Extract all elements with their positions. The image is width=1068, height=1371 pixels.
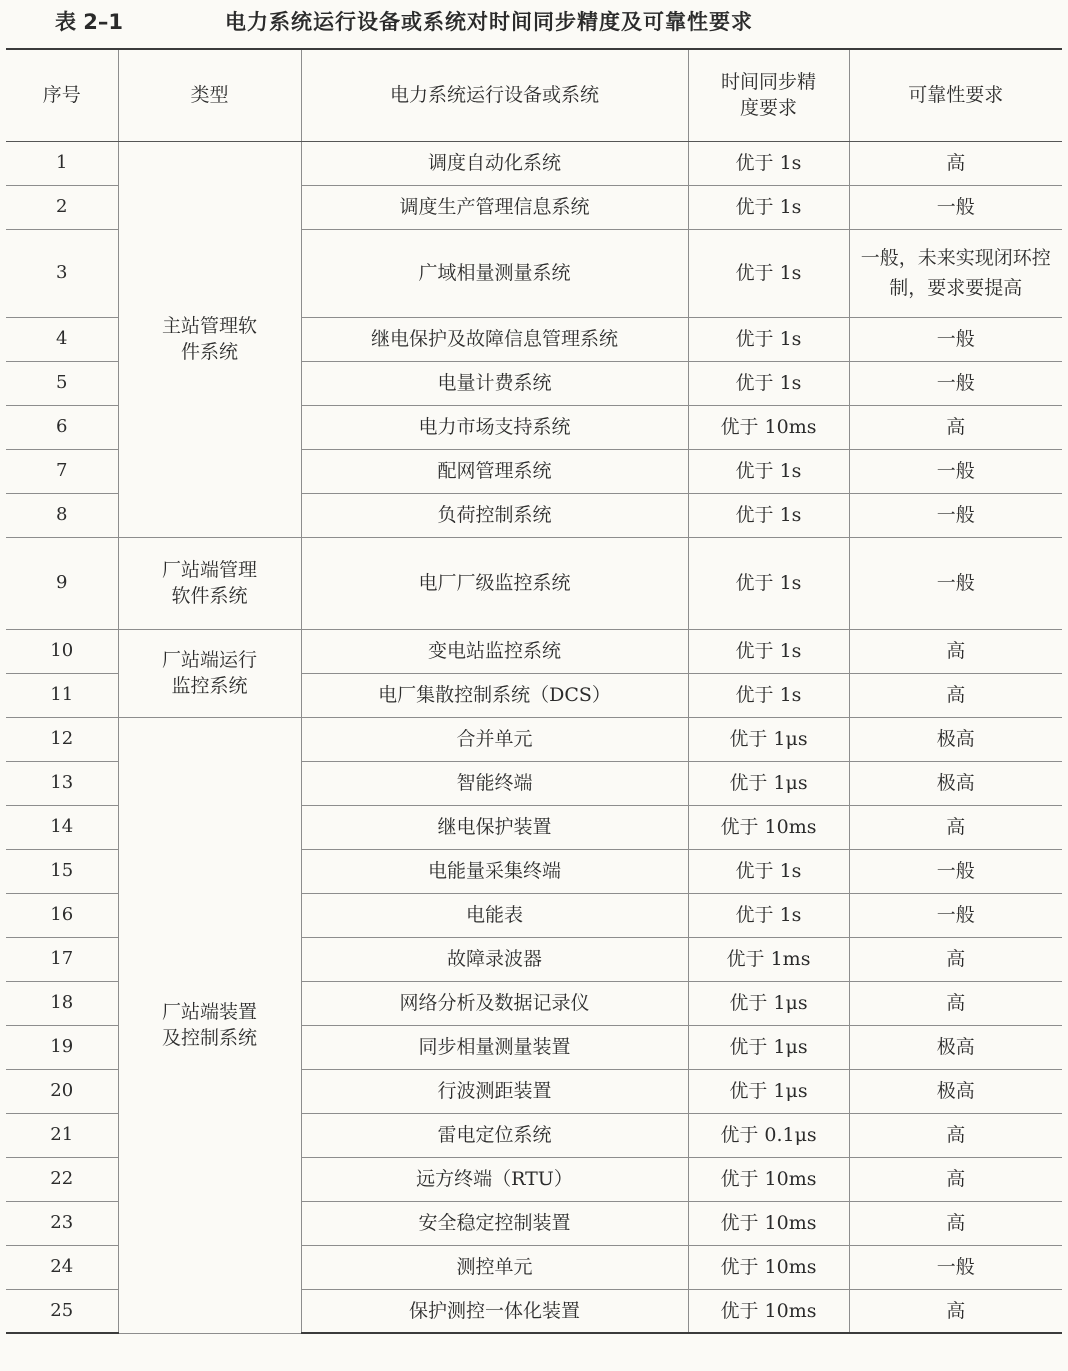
reliability-cell: 一般，未来实现闭环控制，要求要提高: [849, 229, 1062, 317]
system-cell: 调度自动化系统: [301, 141, 688, 185]
row-index: 16: [6, 893, 118, 937]
accuracy-cell: 优于 1μs: [688, 717, 849, 761]
accuracy-cell: 优于 10ms: [688, 405, 849, 449]
header-category: 类型: [118, 49, 301, 141]
accuracy-cell: 优于 1s: [688, 141, 849, 185]
system-cell: 广域相量测量系统: [301, 229, 688, 317]
row-index: 14: [6, 805, 118, 849]
table-number: 表 2–1: [55, 10, 124, 34]
row-index: 22: [6, 1157, 118, 1201]
system-cell: 电量计费系统: [301, 361, 688, 405]
accuracy-cell: 优于 1s: [688, 849, 849, 893]
table-caption: [55, 2, 753, 42]
reliability-cell: 一般: [849, 1245, 1062, 1289]
reliability-cell: 极高: [849, 761, 1062, 805]
row-index: 24: [6, 1245, 118, 1289]
accuracy-cell: 优于 1s: [688, 229, 849, 317]
reliability-cell: 极高: [849, 1069, 1062, 1113]
row-index: 3: [6, 229, 118, 317]
reliability-cell: 一般: [849, 317, 1062, 361]
reliability-cell: 高: [849, 629, 1062, 673]
reliability-cell: 高: [849, 1201, 1062, 1245]
system-cell: 智能终端: [301, 761, 688, 805]
system-cell: 雷电定位系统: [301, 1113, 688, 1157]
row-index: 1: [6, 141, 118, 185]
reliability-cell: 一般: [849, 449, 1062, 493]
system-cell: 网络分析及数据记录仪: [301, 981, 688, 1025]
row-index: 12: [6, 717, 118, 761]
category-label: 厂站端运行监控系统: [161, 649, 257, 697]
category-label: 厂站端装置及控制系统: [161, 1001, 257, 1049]
row-index: 5: [6, 361, 118, 405]
reliability-cell: 高: [849, 1113, 1062, 1157]
reliability-cell: 高: [849, 981, 1062, 1025]
reliability-cell: 一般: [849, 493, 1062, 537]
category-label: 主站管理软件系统: [161, 315, 257, 363]
system-cell: 电厂集散控制系统（DCS）: [301, 673, 688, 717]
row-index: 7: [6, 449, 118, 493]
header-accuracy: [688, 49, 849, 141]
system-cell: 变电站监控系统: [301, 629, 688, 673]
reliability-cell: 高: [849, 805, 1062, 849]
table-row: [6, 629, 1062, 673]
accuracy-cell: 优于 1ms: [688, 937, 849, 981]
accuracy-cell: 优于 1s: [688, 449, 849, 493]
reliability-cell: 高: [849, 937, 1062, 981]
row-index: 20: [6, 1069, 118, 1113]
row-index: 18: [6, 981, 118, 1025]
reliability-cell: 一般: [849, 185, 1062, 229]
system-cell: 电能量采集终端: [301, 849, 688, 893]
table-title: 电力系统运行设备或系统对时间同步精度及可靠性要求: [225, 10, 753, 34]
header-reliability: 可靠性要求: [849, 49, 1062, 141]
category-cell: [118, 717, 301, 1333]
accuracy-cell: 优于 0.1μs: [688, 1113, 849, 1157]
row-index: 11: [6, 673, 118, 717]
system-cell: 电力市场支持系统: [301, 405, 688, 449]
system-cell: 测控单元: [301, 1245, 688, 1289]
accuracy-cell: 优于 1s: [688, 893, 849, 937]
header-row: [6, 49, 1062, 141]
row-index: 21: [6, 1113, 118, 1157]
row-index: 25: [6, 1289, 118, 1333]
reliability-cell: 极高: [849, 1025, 1062, 1069]
row-index: 19: [6, 1025, 118, 1069]
reliability-cell: 一般: [849, 849, 1062, 893]
accuracy-cell: 优于 10ms: [688, 805, 849, 849]
category-cell: [118, 141, 301, 537]
accuracy-cell: 优于 10ms: [688, 1157, 849, 1201]
accuracy-cell: 优于 1s: [688, 629, 849, 673]
accuracy-cell: 优于 1s: [688, 185, 849, 229]
accuracy-cell: 优于 1μs: [688, 1069, 849, 1113]
system-cell: 合并单元: [301, 717, 688, 761]
system-cell: 远方终端（RTU）: [301, 1157, 688, 1201]
reliability-cell: 极高: [849, 717, 1062, 761]
header-accuracy-text: 时间同步精度要求: [720, 71, 816, 120]
system-cell: 负荷控制系统: [301, 493, 688, 537]
row-index: 4: [6, 317, 118, 361]
system-cell: 继电保护装置: [301, 805, 688, 849]
accuracy-cell: 优于 1s: [688, 673, 849, 717]
table-row: [6, 537, 1062, 629]
table-row: [6, 717, 1062, 761]
reliability-cell: 高: [849, 1289, 1062, 1333]
row-index: 2: [6, 185, 118, 229]
reliability-cell: 一般: [849, 537, 1062, 629]
system-cell: 配网管理系统: [301, 449, 688, 493]
accuracy-cell: 优于 1μs: [688, 1025, 849, 1069]
reliability-cell: 高: [849, 405, 1062, 449]
row-index: 6: [6, 405, 118, 449]
row-index: 23: [6, 1201, 118, 1245]
category-cell: [118, 537, 301, 629]
category-cell: [118, 629, 301, 717]
accuracy-cell: 优于 1s: [688, 493, 849, 537]
row-index: 17: [6, 937, 118, 981]
accuracy-cell: 优于 10ms: [688, 1289, 849, 1333]
accuracy-cell: 优于 1s: [688, 361, 849, 405]
system-cell: 继电保护及故障信息管理系统: [301, 317, 688, 361]
header-index: 序号: [6, 49, 118, 141]
system-cell: 行波测距装置: [301, 1069, 688, 1113]
system-cell: 同步相量测量装置: [301, 1025, 688, 1069]
category-label: 厂站端管理软件系统: [161, 559, 257, 607]
reliability-cell: 高: [849, 141, 1062, 185]
reliability-cell: 一般: [849, 893, 1062, 937]
accuracy-cell: 优于 10ms: [688, 1245, 849, 1289]
row-index: 9: [6, 537, 118, 629]
header-system: 电力系统运行设备或系统: [301, 49, 688, 141]
reliability-cell: 一般: [849, 361, 1062, 405]
system-cell: 故障录波器: [301, 937, 688, 981]
accuracy-cell: 优于 1s: [688, 317, 849, 361]
row-index: 13: [6, 761, 118, 805]
sync-requirements-table: [6, 48, 1062, 1334]
system-cell: 保护测控一体化装置: [301, 1289, 688, 1333]
table-row: [6, 141, 1062, 185]
system-cell: 调度生产管理信息系统: [301, 185, 688, 229]
accuracy-cell: 优于 1μs: [688, 981, 849, 1025]
system-cell: 电能表: [301, 893, 688, 937]
reliability-cell: 高: [849, 1157, 1062, 1201]
row-index: 10: [6, 629, 118, 673]
system-cell: 电厂厂级监控系统: [301, 537, 688, 629]
reliability-cell: 高: [849, 673, 1062, 717]
row-index: 8: [6, 493, 118, 537]
system-cell: 安全稳定控制装置: [301, 1201, 688, 1245]
accuracy-cell: 优于 10ms: [688, 1201, 849, 1245]
row-index: 15: [6, 849, 118, 893]
accuracy-cell: 优于 1s: [688, 537, 849, 629]
accuracy-cell: 优于 1μs: [688, 761, 849, 805]
